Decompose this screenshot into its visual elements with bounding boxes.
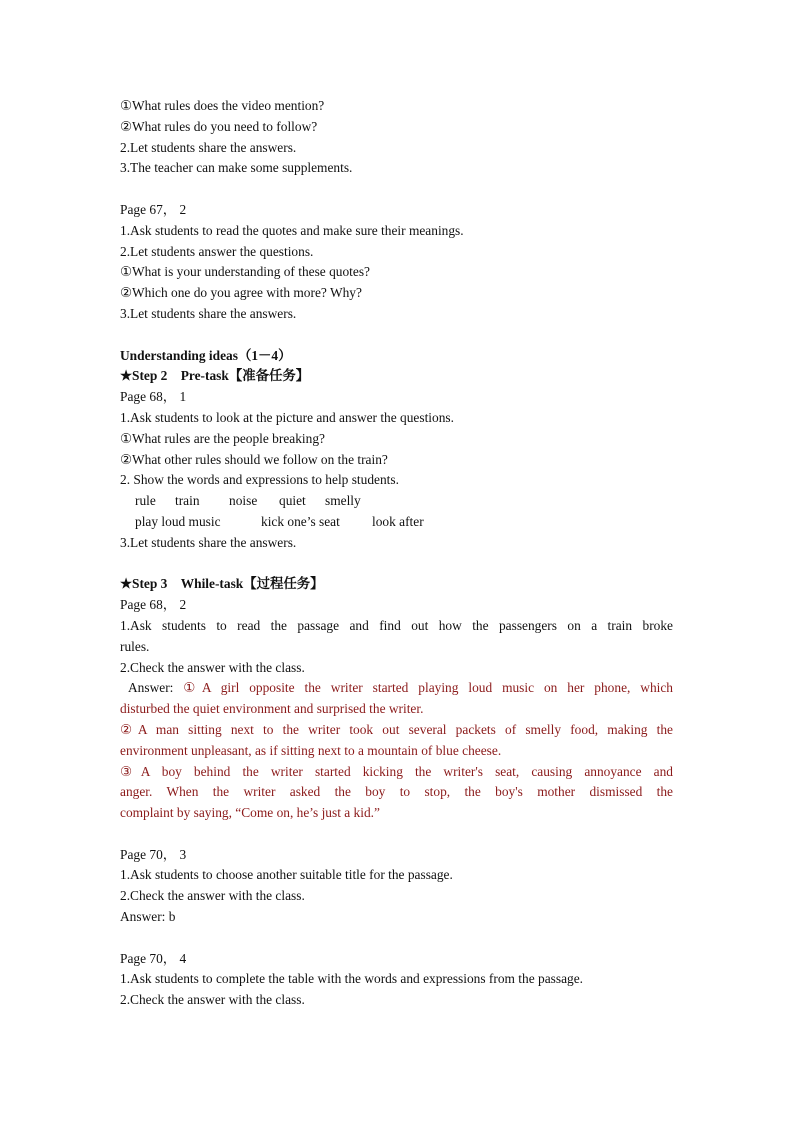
paragraph-gap (120, 928, 673, 949)
question-line: ②Which one do you agree with more? Why? (120, 285, 362, 301)
word-list (120, 491, 673, 512)
question-line: ①What rules does the video mention? (120, 98, 325, 113)
word-item: rule (135, 493, 156, 509)
instruction-line: 3.The teacher can make some supplements. (120, 160, 353, 176)
word-item: train (175, 493, 200, 509)
phrase-item: play loud music (135, 513, 221, 529)
instruction-line: 1.Ask students to read the quotes and make sure their meanings. (120, 222, 464, 238)
phrase-item: kick one’s seat (261, 513, 340, 529)
step-heading: ★Step 2 Pre-task【准备任务】 (120, 368, 310, 384)
answer-text: complaint by saying, “Come on, he’s just a kid.” (120, 805, 380, 821)
phrase-list (120, 512, 673, 533)
instruction-line: 2. Show the words and expressions to help students. (120, 472, 399, 488)
instruction-line: 1.Ask students to complete the table with the words and expressions from the passage. (120, 971, 583, 987)
instruction-line: 2.Check the answer with the class. (120, 888, 305, 904)
answer-line: Answer: b (120, 909, 176, 925)
page-reference: Page 68， 1 (120, 389, 187, 405)
instruction-line: 1.Ask students to read the passage and find out how the passengers on a train broke (120, 617, 673, 633)
question-line: ②What other rules should we follow on the train? (120, 451, 388, 467)
page-reference: Page 67， 2 (120, 201, 187, 217)
question-line: ①What rules are the people breaking? (120, 430, 325, 446)
answer-text: ③A boy behind the writer started kicking the writer's seat, causing annoyance and (120, 763, 673, 779)
word-item: noise (229, 493, 258, 509)
section-title: Understanding ideas（1－4） (120, 347, 292, 363)
instruction-line: 1.Ask students to choose another suitable title for the passage. (120, 867, 453, 883)
paragraph-gap (120, 824, 673, 845)
answer-label: Answer: (128, 680, 184, 696)
page-reference: Page 70， 3 (120, 846, 187, 862)
instruction-line: 3.Let students share the answers. (120, 305, 297, 321)
answer-text: environment unpleasant, as if sitting next to a mountain of blue cheese. (120, 742, 502, 758)
answer-text: disturbed the quiet environment and surprised the writer. (120, 701, 424, 717)
paragraph-gap (120, 179, 673, 200)
answer-line (120, 678, 673, 699)
paragraph-gap (120, 554, 673, 575)
instruction-line: 1.Ask students to look at the picture and answer the questions. (120, 409, 454, 425)
word-item: quiet (279, 493, 306, 509)
document-page (120, 96, 673, 1011)
instruction-line: 2.Let students answer the questions. (120, 243, 314, 259)
answer-text: ①A girl opposite the writer started playing loud music on her phone, which (183, 680, 673, 696)
instruction-line: 3.Let students share the answers. (120, 534, 297, 550)
page-reference: Page 68， 2 (120, 597, 187, 613)
answer-text: ②A man sitting next to the writer took out several packets of smelly food, making the (120, 721, 673, 737)
question-line: ②What rules do you need to follow? (120, 118, 318, 134)
instruction-line: 2.Check the answer with the class. (120, 659, 305, 675)
paragraph-gap (120, 325, 673, 346)
instruction-line: 2.Check the answer with the class. (120, 992, 305, 1008)
question-line: ①What is your understanding of these quotes? (120, 264, 371, 280)
page-reference: Page 70， 4 (120, 950, 187, 966)
step-heading: ★Step 3 While-task【过程任务】 (120, 576, 324, 592)
answer-text: anger. When the writer asked the boy to stop, the boy's mother dismissed the (120, 784, 673, 800)
word-item: smelly (325, 493, 361, 509)
phrase-item: look after (372, 513, 424, 529)
instruction-line: rules. (120, 638, 150, 654)
instruction-line: 2.Let students share the answers. (120, 139, 297, 155)
